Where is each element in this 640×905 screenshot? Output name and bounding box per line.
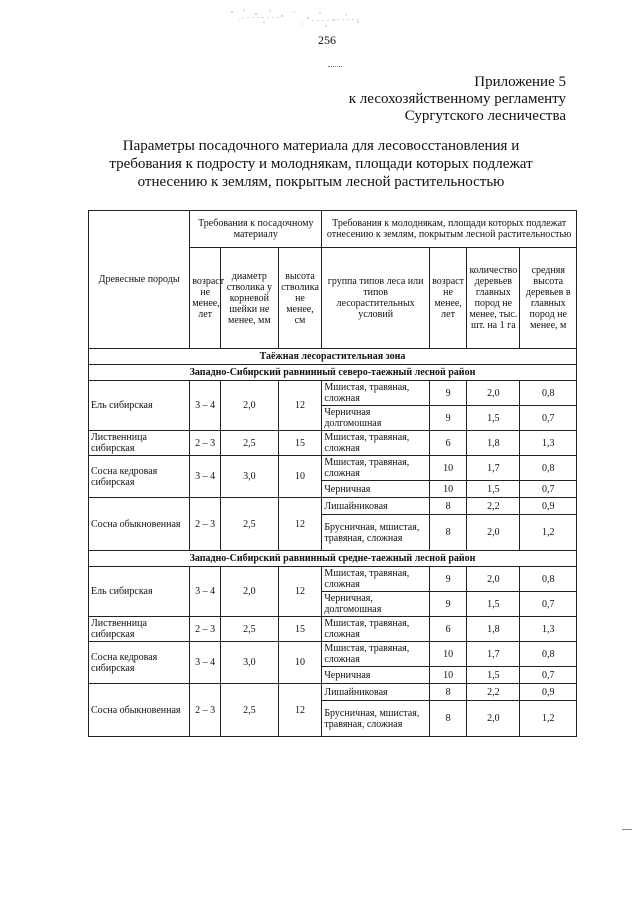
planting-age: 2 – 3 [190, 498, 221, 551]
forest-type: Мшистая, травяная, сложная [322, 431, 430, 456]
avg-height: 0,7 [520, 667, 577, 684]
avg-height: 0,7 [520, 592, 577, 617]
avg-height: 0,8 [520, 567, 577, 592]
species-name: Лиственница сибирская [89, 617, 190, 642]
young-age: 8 [429, 498, 466, 515]
tree-count: 1,7 [467, 456, 520, 481]
planting-height: 12 [278, 381, 322, 431]
tree-count: 1,8 [467, 431, 520, 456]
planting-diameter: 2,5 [221, 617, 279, 642]
young-age: 9 [429, 406, 466, 431]
species-name: Сосна обыкновенная [89, 684, 190, 737]
forest-type: Черничная [322, 481, 430, 498]
planting-height: 12 [278, 498, 322, 551]
region-row: Западно-Сибирский равнинный северо-таежный лесной район [89, 365, 577, 381]
header-forest-type: группа типов леса или типов лесорастительных условий [322, 248, 430, 349]
avg-height: 0,8 [520, 381, 577, 406]
avg-height: 0,8 [520, 456, 577, 481]
tree-count: 2,0 [467, 381, 520, 406]
forest-type: Лишайниковая [322, 684, 430, 701]
planting-age: 3 – 4 [190, 381, 221, 431]
avg-height: 1,2 [520, 515, 577, 551]
tree-count: 2,2 [467, 498, 520, 515]
table-row [89, 456, 577, 481]
document-title [96, 137, 546, 191]
young-age: 8 [429, 684, 466, 701]
avg-height: 0,7 [520, 481, 577, 498]
tree-count: 1,5 [467, 667, 520, 684]
forest-type: Черничная, долгомошная [322, 592, 430, 617]
avg-height: 0,9 [520, 684, 577, 701]
tree-count: 1,7 [467, 642, 520, 667]
species-name: Сосна обыкновенная [89, 498, 190, 551]
appendix-line: Приложение 5 [474, 74, 566, 90]
appendix-line: к лесохозяйственному регламенту [348, 91, 566, 107]
young-age: 6 [429, 431, 466, 456]
table-row [89, 431, 577, 456]
planting-height: 12 [278, 567, 322, 617]
title-line: Параметры посадочного материала для лесовосстановления и [122, 138, 520, 154]
title-line: требования к подросту и молоднякам, площади которых подлежат [109, 156, 533, 172]
species-name: Ель сибирская [89, 381, 190, 431]
table-row [89, 684, 577, 701]
planting-diameter: 2,0 [221, 381, 279, 431]
scan-mark [622, 829, 632, 830]
forest-type: Черничная [322, 667, 430, 684]
forest-type: Брусничная, мшистая, травяная, сложная [322, 701, 430, 737]
zone-row: Таёжная лесорастительная зона [89, 349, 577, 365]
planting-diameter: 2,0 [221, 567, 279, 617]
avg-height: 1,3 [520, 431, 577, 456]
species-name: Сосна кедровая сибирская [89, 642, 190, 684]
table-row [89, 617, 577, 642]
planting-age: 3 – 4 [190, 456, 221, 498]
forest-type: Мшистая, травяная, сложная [322, 642, 430, 667]
table-row [89, 567, 577, 592]
forest-type: Брусничная, мшистая, травяная, сложная [322, 515, 430, 551]
young-age: 10 [429, 481, 466, 498]
header-planting-group: Требования к посадочному материалу [190, 211, 322, 248]
planting-diameter: 2,5 [221, 684, 279, 737]
planting-age: 2 – 3 [190, 617, 221, 642]
forest-type: Мшистая, травяная, сложная [322, 456, 430, 481]
header-diameter: диаметр стволика у корневой шейки не менее, мм [221, 248, 279, 349]
avg-height: 1,2 [520, 701, 577, 737]
planting-diameter: 2,5 [221, 431, 279, 456]
species-name: Ель сибирская [89, 567, 190, 617]
species-name: Лиственница сибирская [89, 431, 190, 456]
young-age: 9 [429, 381, 466, 406]
table-row [89, 498, 577, 515]
tree-count: 2,2 [467, 684, 520, 701]
planting-age: 3 – 4 [190, 642, 221, 684]
header-young-group: Требования к молоднякам, площади которых подлежат отнесению к землям, покрытым лесной растительностью [322, 211, 577, 248]
parameters-table [88, 210, 577, 737]
planting-height: 15 [278, 431, 322, 456]
planting-height: 12 [278, 684, 322, 737]
table-row [89, 642, 577, 667]
tree-count: 2,0 [467, 515, 520, 551]
avg-height: 0,7 [520, 406, 577, 431]
forest-type: Мшистая, травяная, сложная [322, 567, 430, 592]
planting-height: 10 [278, 642, 322, 684]
tree-count: 1,8 [467, 617, 520, 642]
young-age: 9 [429, 567, 466, 592]
forest-type: Черничная долгомошная [322, 406, 430, 431]
tree-count: 2,0 [467, 701, 520, 737]
planting-age: 3 – 4 [190, 567, 221, 617]
avg-height: 1,3 [520, 617, 577, 642]
tree-count: 1,5 [467, 481, 520, 498]
young-age: 10 [429, 456, 466, 481]
forest-type: Лишайниковая [322, 498, 430, 515]
header-young-age: возраст не менее, лет [429, 248, 466, 349]
planting-age: 2 – 3 [190, 431, 221, 456]
title-line: отнесению к землям, покрытым лесной растительностью [137, 174, 505, 190]
species-name: Сосна кедровая сибирская [89, 456, 190, 498]
tree-count: 1,5 [467, 406, 520, 431]
planting-height: 10 [278, 456, 322, 498]
tree-count: 2,0 [467, 567, 520, 592]
planting-diameter: 2,5 [221, 498, 279, 551]
forest-type: Мшистая, травяная, сложная [322, 381, 430, 406]
appendix-line: Сургутского лесничества [404, 108, 566, 124]
young-age: 10 [429, 642, 466, 667]
young-age: 8 [429, 515, 466, 551]
scan-mark [328, 66, 342, 67]
avg-height: 0,8 [520, 642, 577, 667]
tree-count: 1,5 [467, 592, 520, 617]
planting-height: 15 [278, 617, 322, 642]
young-age: 8 [429, 701, 466, 737]
young-age: 9 [429, 592, 466, 617]
avg-height: 0,9 [520, 498, 577, 515]
planting-age: 2 – 3 [190, 684, 221, 737]
header-avg-height: средняя высота деревьев в главных пород не менее, м [520, 248, 577, 349]
planting-diameter: 3,0 [221, 642, 279, 684]
header-age: возраст не менее, лет [190, 248, 221, 349]
header-species: Древесные породы [89, 211, 190, 349]
young-age: 6 [429, 617, 466, 642]
table-row [89, 381, 577, 406]
scan-noise [222, 6, 372, 30]
young-age: 10 [429, 667, 466, 684]
planting-diameter: 3,0 [221, 456, 279, 498]
header-height: высота стволика не менее, см [278, 248, 322, 349]
appendix-header [349, 74, 566, 125]
forest-type: Мшистая, травяная, сложная [322, 617, 430, 642]
header-count: количество деревьев главных пород не менее, тыс. шт. на 1 га [467, 248, 520, 349]
region-row: Западно-Сибирский равнинный средне-таежный лесной район [89, 551, 577, 567]
page-number: 256 [318, 33, 336, 47]
